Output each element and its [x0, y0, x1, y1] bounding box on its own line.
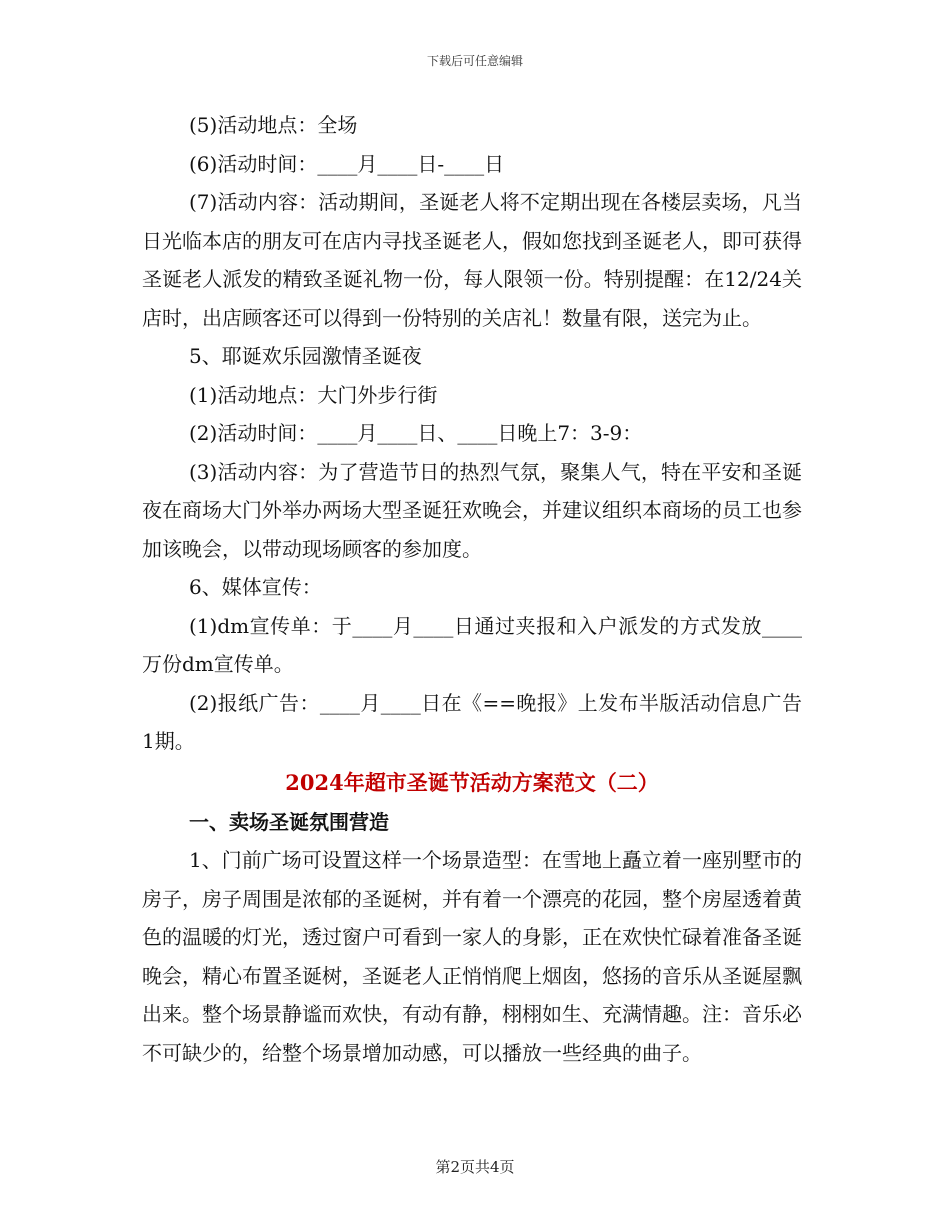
paragraph: (1)活动地点：大门外步行街 [189, 382, 438, 407]
paragraph: (3)活动内容：为了营造节日的热烈气氛，聚集人气，特在平安和圣诞夜在商场大门外举办两场大型圣诞狂欢晚会，并建议组织本商场的员工也参加该晚会，以带动现场顾客的参加度。 [142, 459, 802, 561]
document-body [142, 106, 802, 1072]
section-title: 2024年超市圣诞节活动方案范文（二） [285, 769, 659, 795]
paragraph: (2)活动时间：____月____日、____日晚上7：3-9： [189, 421, 643, 445]
paragraph: 5、耶诞欢乐园激情圣诞夜 [189, 344, 422, 368]
paragraph: (5)活动地点：全场 [189, 113, 358, 137]
paragraph: 1、门前广场可设置这样一个场景造型：在雪地上矗立着一座别墅市的房子，房子周围是浓郁的圣诞树，并有着一个漂亮的花园，整个房屋透着黄色的温暖的灯光，透过窗户可看到一家人的身影，正在欢快忙碌着准备圣诞晚会，精心布置圣诞树，圣诞老人正悄悄爬上烟囱，悠扬的音乐从圣诞屋飘出来。整个场景静谧而欢快，有动有静，栩栩如生、充满情趣。注：音乐必不可缺少的，给整个场景增加动感，可以播放一些经典的曲子。 [142, 848, 802, 1065]
page-header: 下载后可任意编辑 [426, 54, 523, 68]
subheading: 一、卖场圣诞氛围营造 [189, 809, 389, 834]
paragraph: 6、媒体宣传： [189, 575, 322, 599]
paragraph: (1)dm宣传单：于____月____日通过夹报和入户派发的方式发放____万份dm宣传单。 [142, 613, 802, 676]
paragraph: (7)活动内容：活动期间，圣诞老人将不定期出现在各楼层卖场，凡当日光临本店的朋友可在店内寻找圣诞老人，假如您找到圣诞老人，即可获得圣诞老人派发的精致圣诞礼物一份，每人限领一份。特别提醒：在12/24关店时，出店顾客还可以得到一份特别的关店礼！数量有限，送完为止。 [142, 190, 802, 330]
page-footer: 第2页共4页 [435, 1158, 515, 1176]
paragraph: (6)活动时间：____月____日-____日 [189, 151, 505, 176]
paragraph: (2)报纸广告：____月____日在《==晚报》上发布半版活动信息广告1期。 [142, 690, 802, 753]
